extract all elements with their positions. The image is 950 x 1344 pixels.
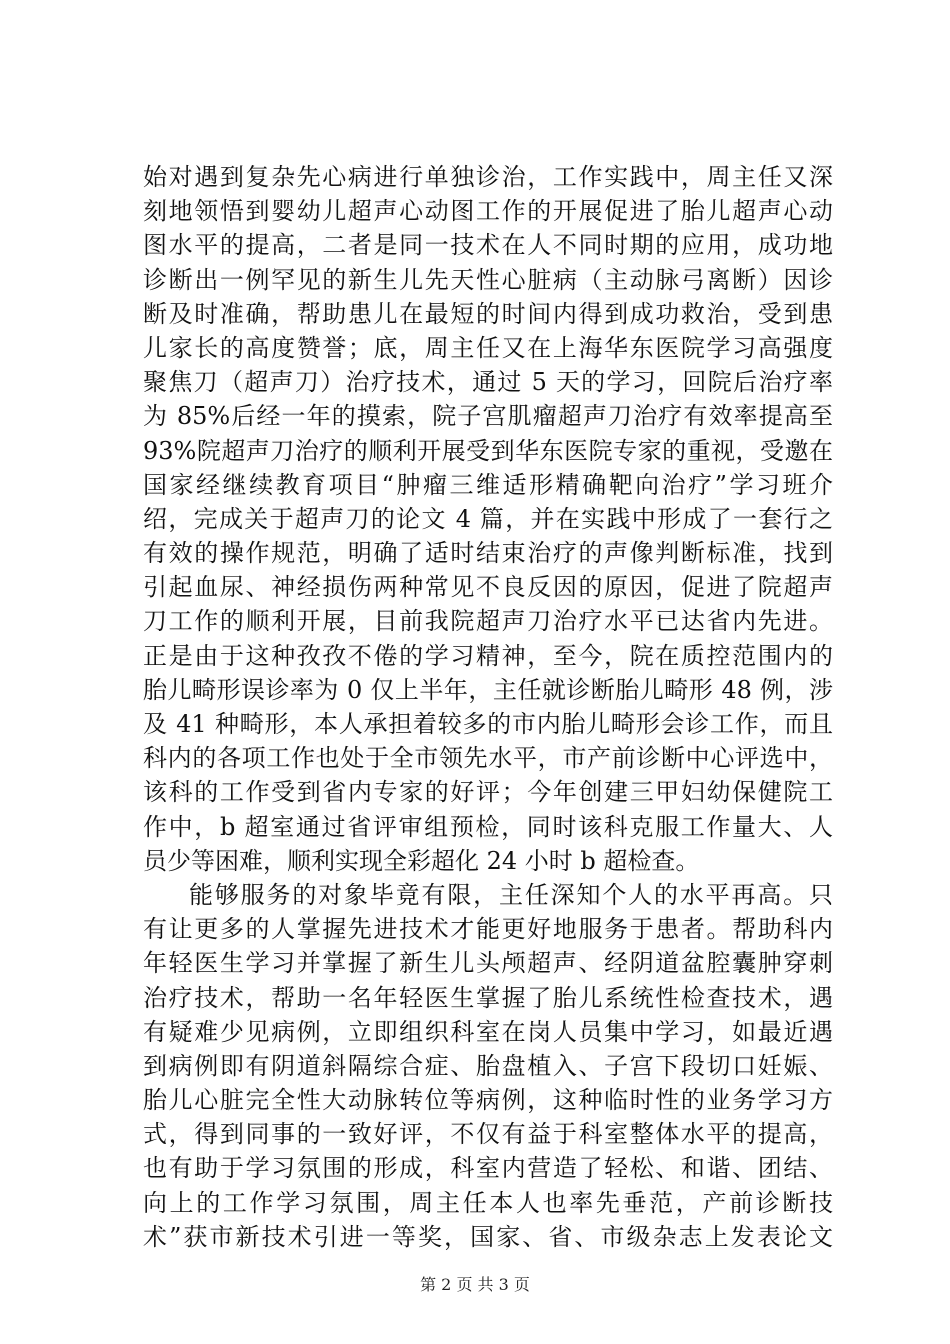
text-line: 及 41 种畸形，本人承担着较多的市内胎儿畸形会诊工作，而且 <box>143 710 833 738</box>
text-line: 到病例即有阴道斜隔综合症、胎盘植入、子宫下段切口妊娠、 <box>143 1051 833 1080</box>
text-line: 胎儿心脏完全性大动脉转位等病例，这种临时性的业务学习方 <box>143 1086 833 1115</box>
text-line: 年轻医生学习并掌握了新生儿头颅超声、经阴道盆腔囊肿穿刺 <box>143 949 833 978</box>
text-line: 式，得到同事的一致好评，不仅有益于科室整体水平的提高， <box>143 1120 833 1149</box>
text-line: 为 85%后经一年的摸索，院子宫肌瘤超声刀治疗有效率提高至 <box>143 402 833 431</box>
text-line: 断及时准确，帮助患儿在最短的时间内得到成功救治，受到患 <box>143 299 833 328</box>
text-line: 该科的工作受到省内专家的好评；今年创建三甲妇幼保健院工 <box>143 778 833 807</box>
text-line: 绍，完成关于超声刀的论文 4 篇，并在实践中形成了一套行之 <box>143 504 833 533</box>
text-line: 科内的各项工作也处于全市领先水平，市产前诊断中心评选中， <box>143 744 833 773</box>
paragraph <box>143 160 833 878</box>
text-line: 治疗技术，帮助一名年轻医生掌握了胎儿系统性检查技术，遇 <box>143 983 833 1012</box>
text-line: 术”获市新技术引进一等奖，国家、省、市级杂志上发表论文 <box>143 1222 833 1251</box>
text-line: 93%院超声刀治疗的顺利开展受到华东医院专家的重视，受邀在 <box>143 436 833 465</box>
text-line: 儿家长的高度赞誉；底，周主任又在上海华东医院学习高强度 <box>143 333 833 362</box>
text-line: 有让更多的人掌握先进技术才能更好地服务于患者。帮助科内 <box>143 915 833 944</box>
text-line: 聚焦刀（超声刀）治疗技术，通过 5 天的学习，回院后治疗率 <box>143 368 833 397</box>
text-line: 国家经继续教育项目“肿瘤三维适形精确靶向治疗”学习班介 <box>143 470 833 499</box>
text-line: 能够服务的对象毕竟有限，主任深知个人的水平再高。只 <box>189 880 833 909</box>
text-line: 也有助于学习氛围的形成，科室内营造了轻松、和谐、团结、 <box>143 1154 833 1183</box>
document-body <box>143 160 833 1254</box>
text-line: 诊断出一例罕见的新生儿先天性心脏病（主动脉弓离断）因诊 <box>143 265 833 294</box>
text-line: 作中，b 超室通过省评审组预检，同时该科克服工作量大、人 <box>143 812 833 841</box>
paragraph <box>143 878 833 1254</box>
text-line: 员少等困难，顺利实现全彩超化 24 小时 b 超检查。 <box>143 846 700 875</box>
text-line: 引起血尿、神经损伤两种常见不良反因的原因，促进了院超声 <box>143 573 833 602</box>
page-footer: 第 2 页 共 3 页 <box>420 1275 530 1294</box>
text-line: 有疑难少见病例，立即组织科室在岗人员集中学习，如最近遇 <box>143 1017 833 1046</box>
text-line: 刻地领悟到婴幼儿超声心动图工作的开展促进了胎儿超声心动 <box>143 197 833 226</box>
text-line: 正是由于这种孜孜不倦的学习精神，至今，院在质控范围内的 <box>143 641 833 670</box>
text-line: 始对遇到复杂先心病进行单独诊治，工作实践中，周主任又深 <box>143 163 833 191</box>
text-line: 有效的操作规范，明确了适时结束治疗的声像判断标准，找到 <box>143 539 833 568</box>
text-line: 图水平的提高，二者是同一技术在人不同时期的应用，成功地 <box>143 231 833 260</box>
text-line: 向上的工作学习氛围，周主任本人也率先垂范，产前诊断技 <box>143 1188 833 1217</box>
text-line: 刀工作的顺利开展，目前我院超声刀治疗水平已达省内先进。 <box>143 607 833 636</box>
text-line: 胎儿畸形误诊率为 0 仅上半年，主任就诊断胎儿畸形 48 例，涉 <box>143 675 833 704</box>
